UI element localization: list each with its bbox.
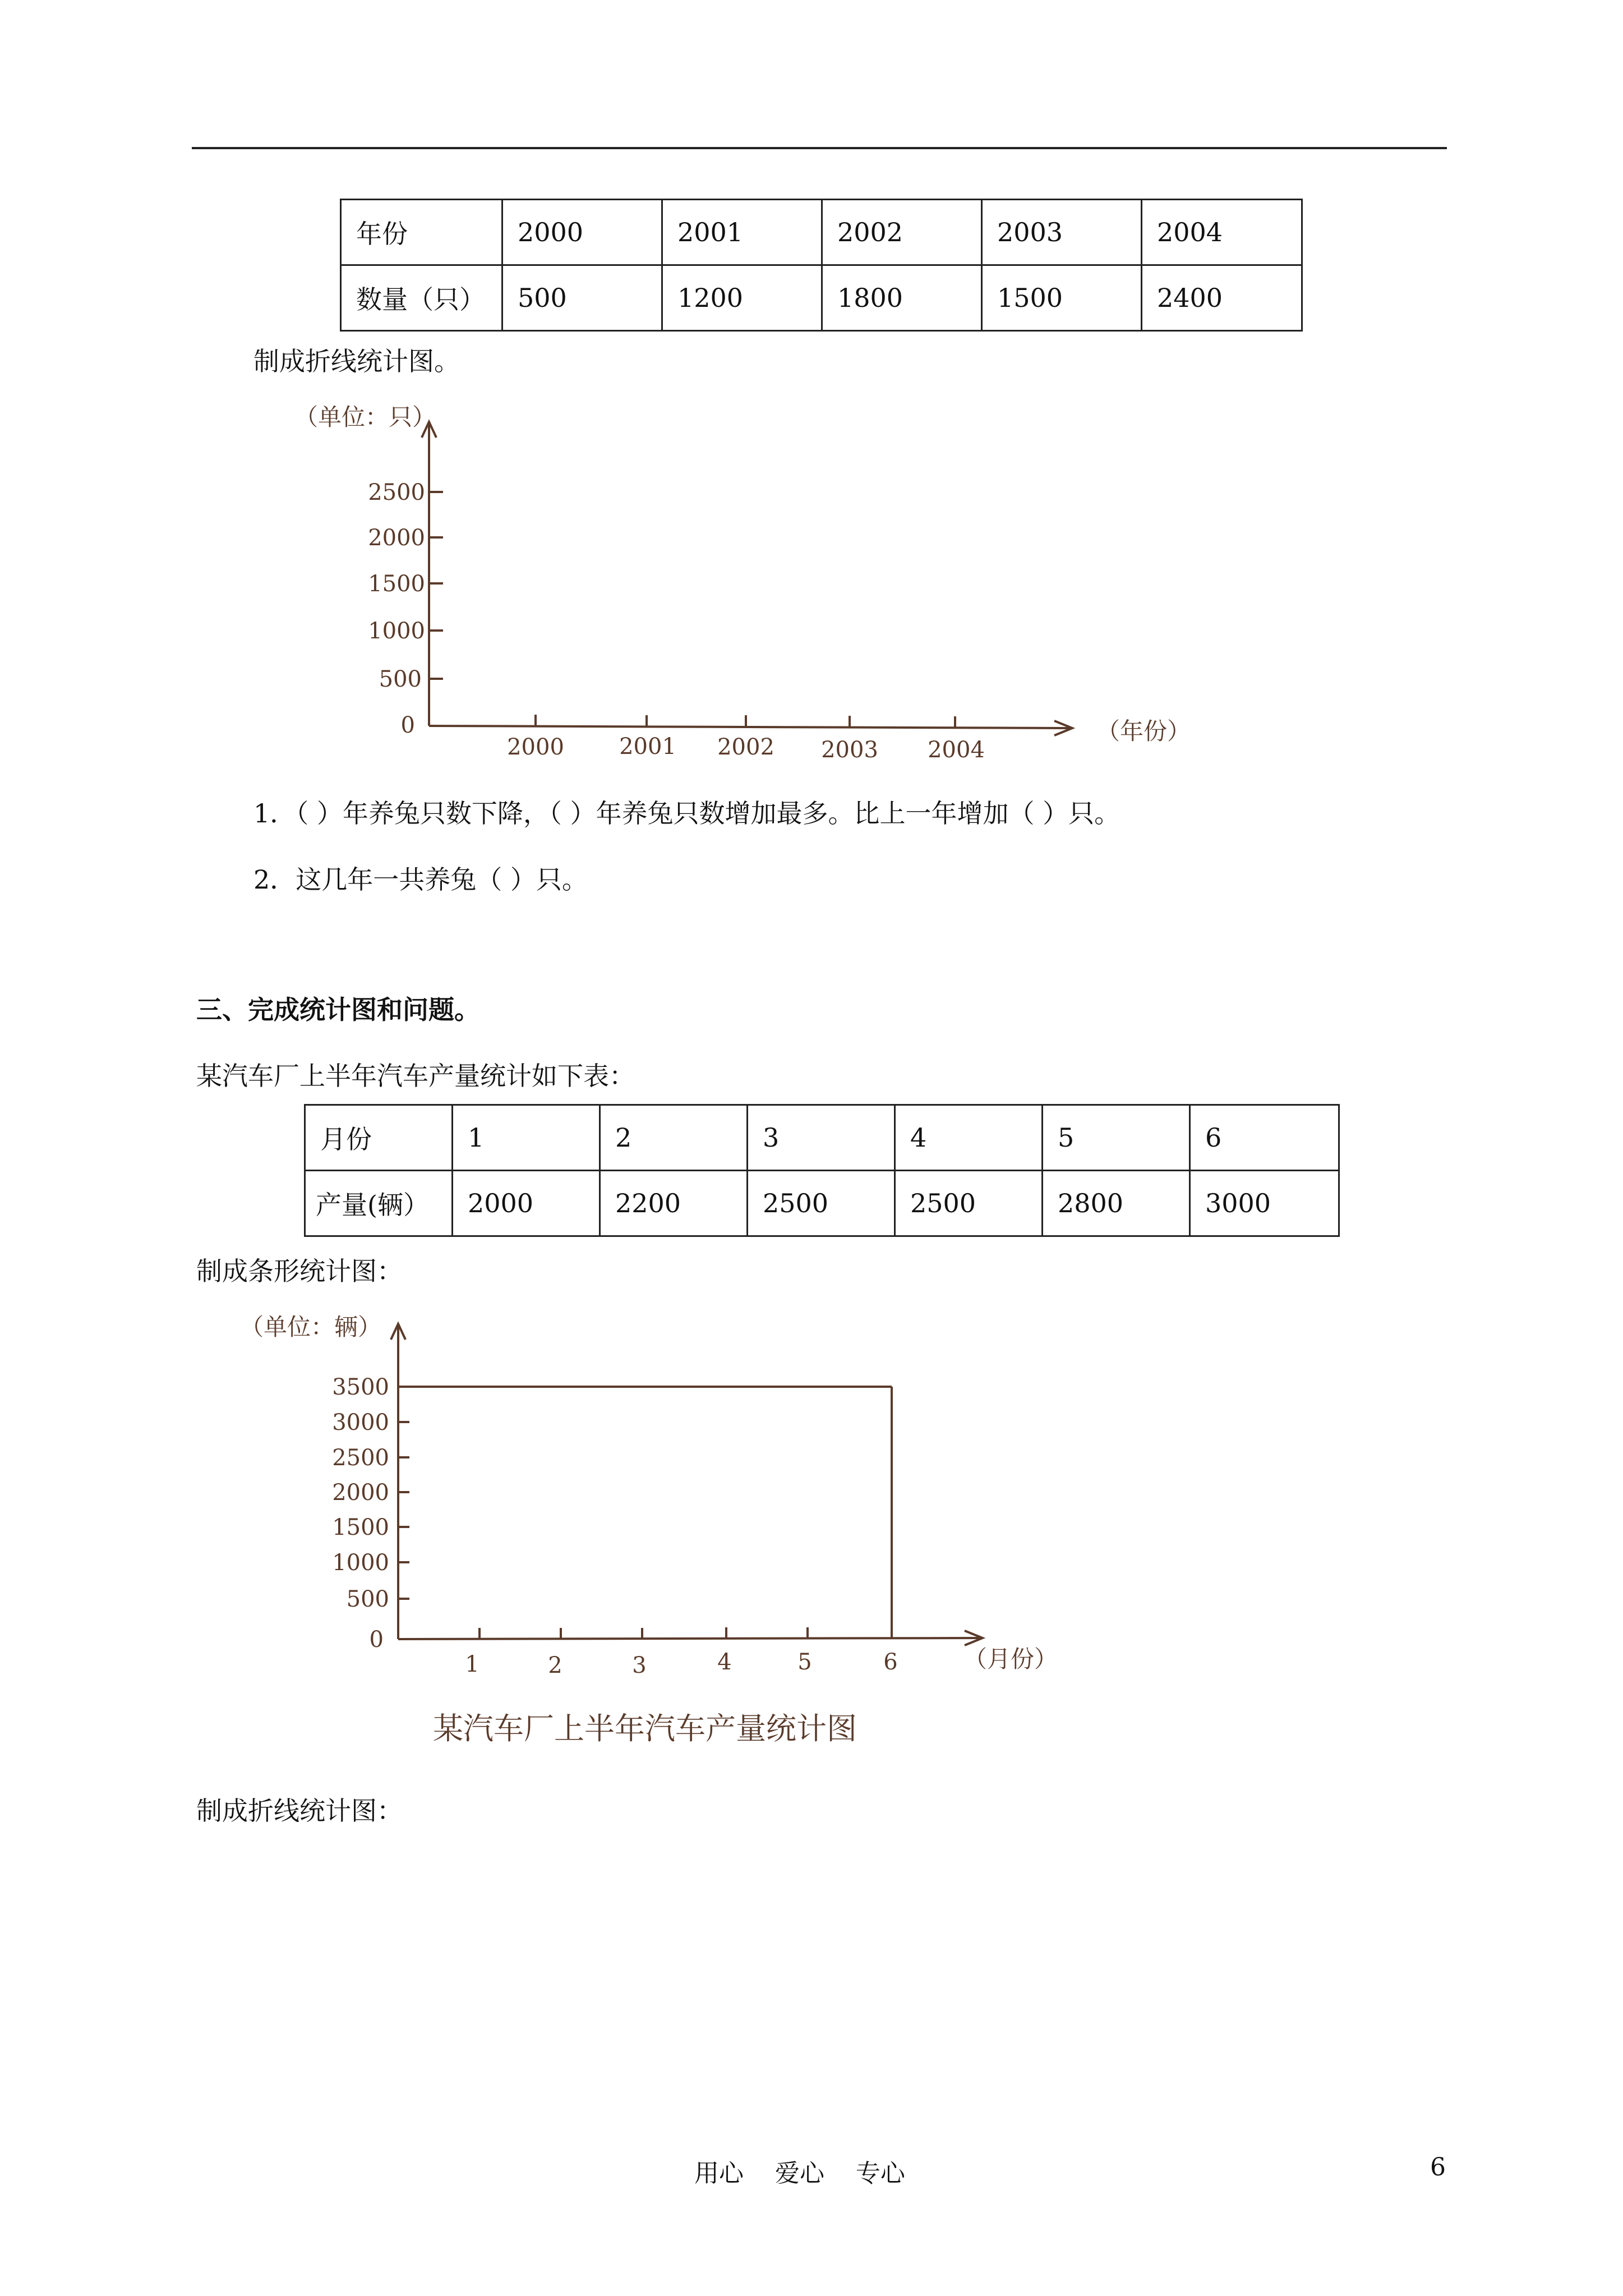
x-tick-label: 2001: [619, 734, 676, 760]
table-cell: 2800: [1043, 1171, 1190, 1236]
instruction-line-chart-1: 制成折线统计图。: [253, 346, 460, 376]
x-tick-label: 5: [797, 1649, 812, 1675]
table-cell: 3: [748, 1105, 895, 1171]
table-cell: 2500: [895, 1171, 1043, 1236]
table-cell: 月份: [305, 1105, 453, 1171]
y-tick-label: 2500: [332, 1445, 389, 1471]
table-cell: 2500: [748, 1171, 895, 1236]
car-production-table: [304, 1104, 1340, 1237]
table-cell: 产量(辆）: [305, 1171, 453, 1236]
table-cell: 500: [502, 265, 662, 331]
table-cell: 2000: [453, 1171, 600, 1236]
table-cell: 年份: [341, 200, 502, 265]
y-tick-label: 500: [379, 666, 422, 692]
x-tick-label: 2002: [717, 734, 774, 760]
x-tick-label: 2003: [821, 737, 878, 763]
y-tick-label: 2500: [368, 480, 425, 505]
table-cell: 4: [895, 1105, 1043, 1171]
table-cell: 1: [453, 1105, 600, 1171]
chart-caption: 某汽车厂上半年汽车产量统计图: [433, 1711, 857, 1746]
y-tick-label: 1500: [368, 571, 425, 597]
x-tick-label: 2004: [928, 737, 985, 763]
instruction-bar-chart: 制成条形统计图：: [196, 1256, 403, 1286]
question-2: 2．这几年一共养兔（ ）只。: [253, 864, 588, 895]
x-tick-label: 6: [883, 1649, 898, 1675]
table-row: [305, 1171, 1339, 1236]
table-row: [305, 1105, 1339, 1171]
y-tick-label: 1500: [332, 1515, 389, 1540]
table-cell: 2002: [822, 200, 982, 265]
page-number: 6: [1430, 2153, 1446, 2182]
instruction-line-chart-2: 制成折线统计图：: [196, 1796, 403, 1826]
table-cell: 1500: [982, 265, 1142, 331]
x-tick-label: 2: [548, 1653, 562, 1678]
y-tick-label: 2000: [332, 1480, 389, 1506]
x-tick-label: 1: [465, 1651, 479, 1677]
y-tick-label: 2000: [368, 525, 425, 551]
table-cell: 1200: [662, 265, 822, 331]
table-cell: 2003: [982, 200, 1142, 265]
x-tick-label: 4: [717, 1649, 732, 1675]
y-tick-label: 3000: [332, 1410, 389, 1435]
table-cell: 数量（只）: [341, 265, 502, 331]
footer-slogan: 用心 爱心 专心: [694, 2159, 905, 2188]
car-bar-chart: [0, 1290, 1623, 1784]
table-cell: 2200: [600, 1171, 748, 1236]
x-tick-label: 2000: [507, 734, 564, 760]
table-cell: 1800: [822, 265, 982, 331]
table-cell: 5: [1043, 1105, 1190, 1171]
table-cell: 2: [600, 1105, 748, 1171]
rabbit-line-chart: [0, 0, 1623, 785]
table-cell: 3000: [1190, 1171, 1339, 1236]
y-tick-label: 0: [400, 712, 415, 738]
y-tick-label: 0: [369, 1627, 384, 1653]
y-tick-label: 3500: [332, 1374, 389, 1400]
x-axis-label: （年份）: [1096, 717, 1191, 745]
y-tick-marks: [429, 492, 443, 679]
question-1: 1．（ ）年养兔只数下降，（ ）年养兔只数增加最多。比上一年增加（ ）只。: [253, 798, 1121, 829]
x-axis-line: [429, 726, 1071, 728]
x-tick-label: 3: [632, 1653, 647, 1678]
y-tick-label: 1000: [332, 1550, 389, 1576]
x-axis-line: [398, 1638, 981, 1639]
table-cell: 2400: [1142, 265, 1302, 331]
y-unit-label: （单位：只）: [294, 403, 436, 431]
y-tick-label: 500: [346, 1586, 389, 1612]
y-unit-label: （单位：辆）: [240, 1313, 382, 1341]
x-axis-label: （月份）: [963, 1645, 1058, 1673]
table-cell: 6: [1190, 1105, 1339, 1171]
table-cell: 2001: [662, 200, 822, 265]
table-cell: 2000: [502, 200, 662, 265]
y-tick-label: 1000: [368, 618, 425, 644]
y-tick-marks: [398, 1387, 409, 1599]
section-heading: 三、完成统计图和问题。: [196, 995, 480, 1025]
section-intro: 某汽车厂上半年汽车产量统计如下表：: [196, 1061, 635, 1091]
table-cell: 2004: [1142, 200, 1302, 265]
